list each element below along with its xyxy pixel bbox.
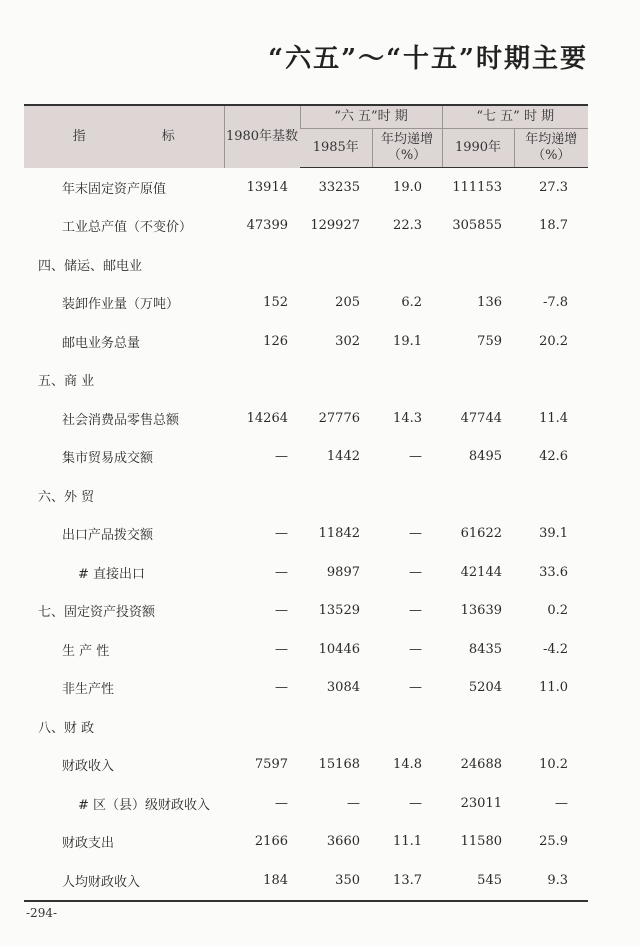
cell-base-1980: — bbox=[275, 680, 288, 696]
cell-base-1980: 152 bbox=[263, 295, 288, 311]
table-row bbox=[24, 207, 588, 246]
cell-growth-1990: 0.2 bbox=[547, 603, 569, 619]
row-label: 五、商 业 bbox=[38, 374, 95, 390]
table-row bbox=[24, 284, 588, 323]
table-row bbox=[24, 245, 588, 284]
cell-growth-1990: — bbox=[555, 795, 569, 811]
cell-value-1985: 33235 bbox=[318, 179, 360, 195]
table-row bbox=[24, 399, 588, 438]
cell-base-1980: — bbox=[275, 564, 288, 580]
cell-value-1990: 545 bbox=[442, 861, 514, 901]
cell-growth-1985: — bbox=[409, 564, 422, 580]
cell-growth-1990 bbox=[514, 707, 588, 746]
cell-value-1985: 9897 bbox=[326, 564, 360, 580]
cell-value-1985: 1442 bbox=[326, 449, 360, 465]
row-label: # 直接出口 bbox=[78, 566, 146, 582]
cell-value-1990: 305855 bbox=[452, 218, 502, 234]
cell-value-1990: 11580 bbox=[460, 834, 502, 850]
table-row bbox=[24, 746, 588, 785]
cell-value-1990: 759 bbox=[477, 333, 502, 349]
cell-growth-1990: 11.4 bbox=[539, 410, 569, 426]
row-label: 出口产品拨交额 bbox=[62, 528, 154, 544]
row-label: 四、储运、邮电业 bbox=[38, 258, 143, 274]
cell-value-1985: 11842 bbox=[318, 526, 360, 542]
table-row bbox=[24, 515, 588, 554]
row-label: 七、固定资产投资额 bbox=[38, 605, 156, 621]
cell-value-1990: 8435 bbox=[468, 641, 502, 657]
row-label: # 区（县）级财政收入 bbox=[78, 797, 211, 813]
page-number: -294- bbox=[26, 906, 58, 920]
cell-value-1990: 61622 bbox=[460, 526, 502, 542]
row-label: 邮电业务总量 bbox=[62, 335, 141, 351]
cell-base-1980: 14264 bbox=[246, 410, 288, 426]
cell-growth-1990: -7.8 bbox=[542, 295, 569, 311]
cell-value-1990: 8495 bbox=[468, 449, 502, 465]
cell-growth-1990: 18.7 bbox=[539, 218, 569, 234]
cell-growth-1990: 10.2 bbox=[539, 757, 569, 773]
cell-growth-1990: 27.3 bbox=[539, 179, 569, 195]
cell-value-1990: 24688 bbox=[460, 757, 502, 773]
row-label: 集市贸易成交额 bbox=[62, 451, 154, 467]
table-row bbox=[24, 861, 588, 901]
cell-value-1985: 3660 bbox=[326, 834, 360, 850]
table-row bbox=[24, 669, 588, 708]
row-label: 非生产性 bbox=[62, 682, 115, 698]
cell-growth-1985: — bbox=[409, 449, 422, 465]
header-growth-1990: 年均递增（%） bbox=[514, 129, 588, 168]
cell-base-1980: — bbox=[275, 603, 288, 619]
cell-value-1985: 10446 bbox=[318, 641, 360, 657]
cell-growth-1990: 39.1 bbox=[539, 526, 569, 542]
cell-growth-1985: — bbox=[409, 641, 422, 657]
cell-value-1985: 350 bbox=[300, 861, 372, 901]
cell-growth-1985: — bbox=[409, 603, 422, 619]
table-header bbox=[24, 105, 588, 168]
cell-value-1985: 3084 bbox=[326, 680, 360, 696]
cell-value-1990: 47744 bbox=[460, 410, 502, 426]
header-period-6th-five-year: “六 五”时 期 bbox=[300, 105, 442, 129]
statistics-table-container bbox=[24, 104, 588, 902]
cell-growth-1990: 11.0 bbox=[539, 680, 569, 696]
cell-value-1985: 13529 bbox=[318, 603, 360, 619]
cell-value-1990: 111153 bbox=[452, 179, 502, 195]
table-row bbox=[24, 707, 588, 746]
cell-value-1990: 5204 bbox=[468, 680, 502, 696]
cell-value-1990 bbox=[442, 476, 514, 515]
cell-growth-1985: 19.1 bbox=[393, 333, 422, 349]
header-year-1985: 1985年 bbox=[300, 129, 372, 168]
cell-growth-1990: 20.2 bbox=[539, 333, 569, 349]
cell-base-1980: — bbox=[275, 526, 288, 542]
row-label: 六、外 贸 bbox=[38, 489, 95, 505]
cell-growth-1985: — bbox=[409, 795, 422, 811]
cell-growth-1985: — bbox=[409, 680, 422, 696]
cell-value-1985 bbox=[300, 245, 372, 284]
cell-growth-1985 bbox=[372, 707, 442, 746]
table-row bbox=[24, 553, 588, 592]
cell-base-1980 bbox=[224, 361, 300, 400]
row-label: 财政支出 bbox=[62, 836, 115, 852]
row-label: 生 产 性 bbox=[62, 643, 110, 659]
cell-growth-1985 bbox=[372, 245, 442, 284]
statistics-table bbox=[24, 104, 588, 902]
cell-value-1985: 27776 bbox=[318, 410, 360, 426]
cell-growth-1985 bbox=[372, 476, 442, 515]
row-label: 工业总产值（不变价） bbox=[62, 220, 193, 236]
row-label: 年末固定资产原值 bbox=[62, 181, 167, 197]
cell-growth-1985: 22.3 bbox=[393, 218, 422, 234]
cell-growth-1990: 42.6 bbox=[539, 449, 569, 465]
cell-value-1985: 15168 bbox=[318, 757, 360, 773]
cell-growth-1985: — bbox=[409, 526, 422, 542]
cell-value-1990: 13639 bbox=[460, 603, 502, 619]
table-body bbox=[24, 168, 588, 901]
cell-base-1980: 126 bbox=[263, 333, 288, 349]
row-label: 装卸作业量（万吨） bbox=[62, 297, 180, 313]
cell-growth-1990: 33.6 bbox=[539, 564, 569, 580]
cell-value-1990: 42144 bbox=[460, 564, 502, 580]
cell-growth-1990: 25.9 bbox=[539, 834, 569, 850]
cell-growth-1985: 6.2 bbox=[401, 295, 422, 311]
cell-value-1985 bbox=[300, 707, 372, 746]
header-indicator: 指 标 bbox=[24, 105, 224, 168]
table-row bbox=[24, 823, 588, 862]
cell-base-1980: 47399 bbox=[246, 218, 288, 234]
cell-growth-1985: 13.7 bbox=[372, 861, 442, 901]
cell-base-1980: — bbox=[275, 641, 288, 657]
cell-growth-1985 bbox=[372, 361, 442, 400]
page-title: “六五”～“十五”时期主要 bbox=[268, 44, 588, 74]
cell-base-1980: 7597 bbox=[254, 757, 288, 773]
table-row bbox=[24, 630, 588, 669]
header-growth-1985: 年均递增（%） bbox=[372, 129, 442, 168]
cell-base-1980 bbox=[224, 245, 300, 284]
cell-base-1980: — bbox=[275, 449, 288, 465]
cell-base-1980: 184 bbox=[224, 861, 300, 901]
cell-growth-1990 bbox=[514, 361, 588, 400]
table-row bbox=[24, 361, 588, 400]
cell-base-1980 bbox=[224, 476, 300, 515]
table-row bbox=[24, 592, 588, 631]
cell-value-1990 bbox=[442, 361, 514, 400]
cell-value-1990 bbox=[442, 245, 514, 284]
cell-growth-1990: -4.2 bbox=[542, 641, 569, 657]
cell-value-1985 bbox=[300, 361, 372, 400]
cell-value-1985: 205 bbox=[335, 295, 360, 311]
cell-growth-1985: 14.3 bbox=[393, 410, 422, 426]
table-row bbox=[24, 438, 588, 477]
cell-growth-1990 bbox=[514, 245, 588, 284]
cell-value-1990 bbox=[442, 707, 514, 746]
cell-growth-1985: 14.8 bbox=[393, 757, 422, 773]
cell-growth-1990: 9.3 bbox=[514, 861, 588, 901]
header-base-year: 1980年基数 bbox=[224, 105, 300, 168]
row-label: 八、财 政 bbox=[38, 720, 95, 736]
row-label: 社会消费品零售总额 bbox=[62, 412, 180, 428]
cell-growth-1990 bbox=[514, 476, 588, 515]
header-year-1990: 1990年 bbox=[442, 129, 514, 168]
cell-base-1980 bbox=[224, 707, 300, 746]
table-row bbox=[24, 476, 588, 515]
row-label: 人均财政收入 bbox=[24, 861, 224, 901]
table-row bbox=[24, 168, 588, 207]
cell-growth-1985: 11.1 bbox=[393, 834, 422, 850]
cell-base-1980: — bbox=[275, 795, 288, 811]
cell-value-1985 bbox=[300, 476, 372, 515]
cell-value-1985: — bbox=[347, 795, 360, 811]
cell-base-1980: 2166 bbox=[254, 834, 288, 850]
header-period-7th-five-year: “七 五” 时 期 bbox=[442, 105, 588, 129]
cell-growth-1985: 19.0 bbox=[393, 179, 422, 195]
table-row bbox=[24, 322, 588, 361]
row-label: 财政收入 bbox=[62, 759, 115, 775]
cell-value-1985: 129927 bbox=[310, 218, 360, 234]
cell-base-1980: 13914 bbox=[246, 179, 288, 195]
cell-value-1990: 136 bbox=[477, 295, 502, 311]
cell-value-1985: 302 bbox=[335, 333, 360, 349]
table-row bbox=[24, 784, 588, 823]
cell-value-1990: 23011 bbox=[460, 795, 502, 811]
